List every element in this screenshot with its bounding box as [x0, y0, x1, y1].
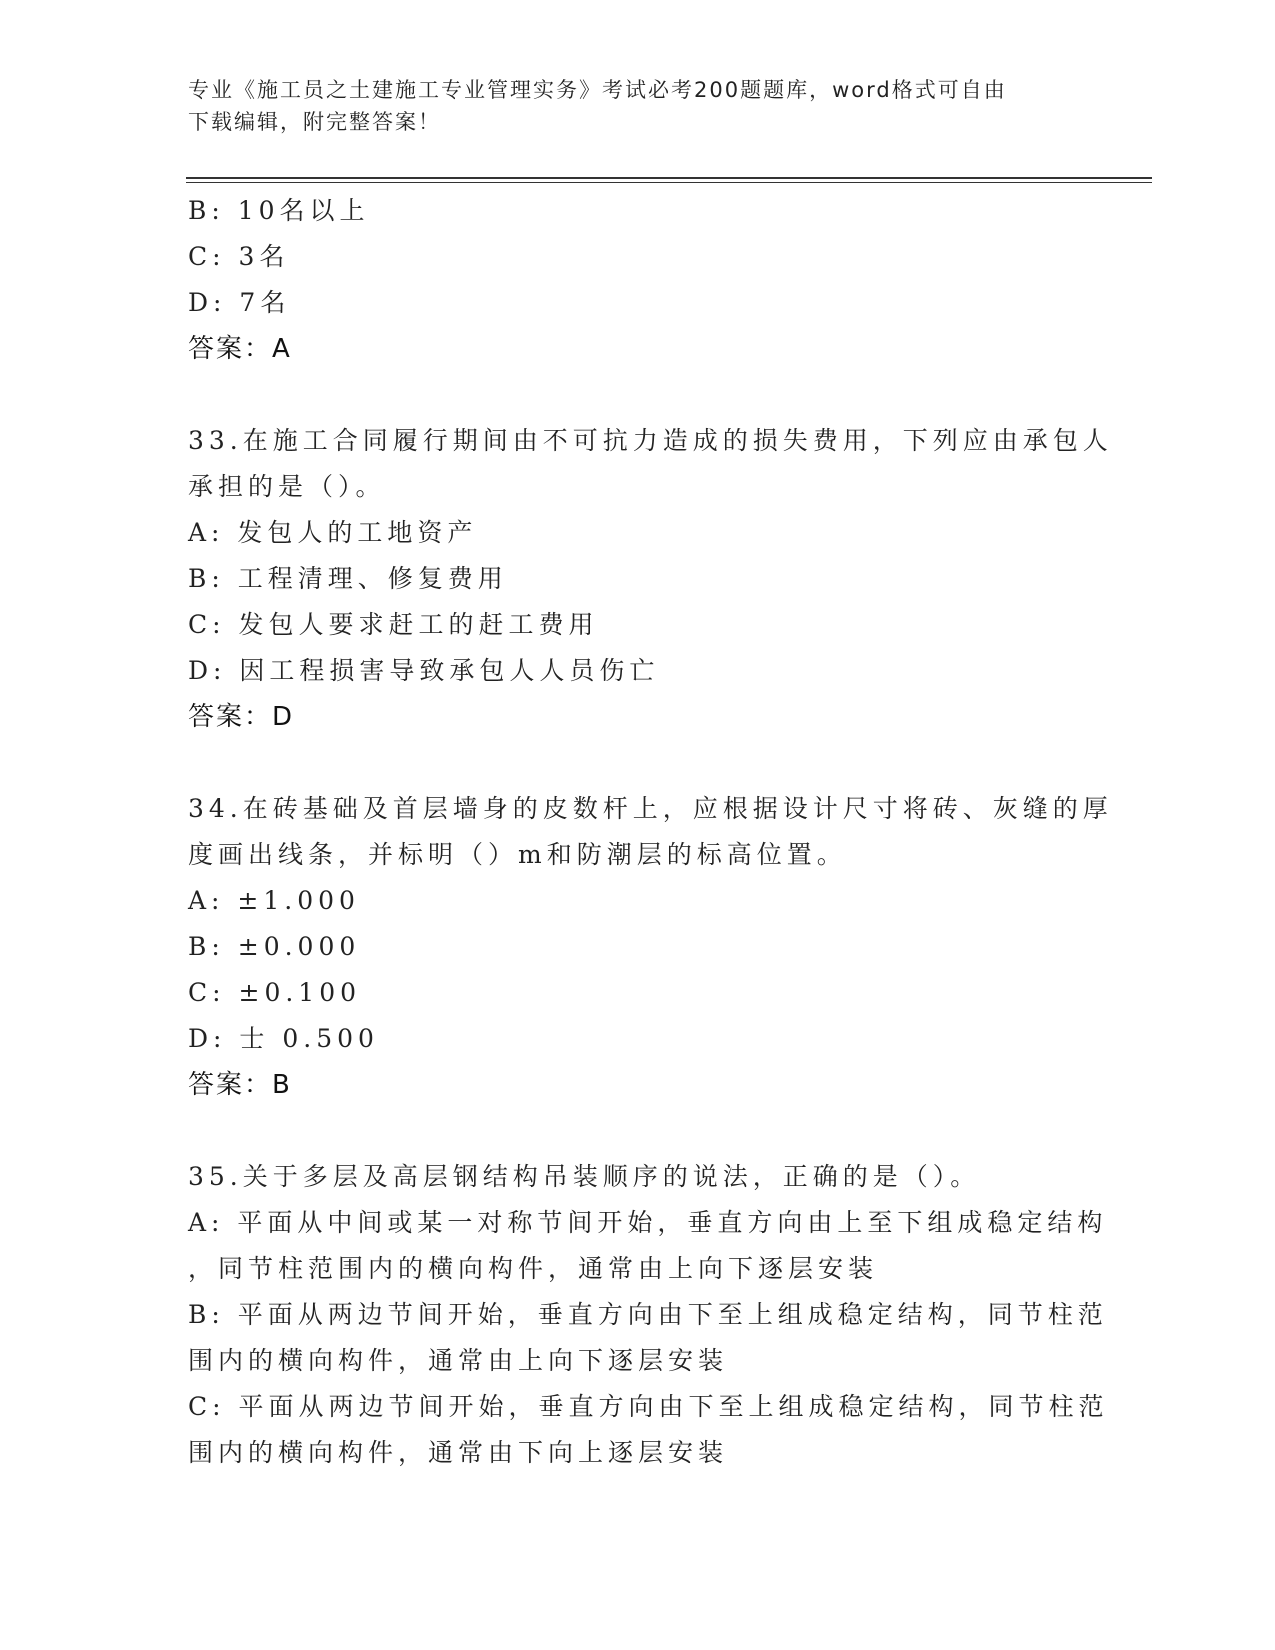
- option-line: D: 因工程损害导致承包人人员伤亡: [188, 656, 660, 685]
- answer-value: D: [272, 702, 294, 732]
- answer-value: A: [272, 334, 291, 364]
- question-35: [188, 1154, 1109, 1476]
- option-line: D: 士 0.500: [188, 1024, 379, 1053]
- option-line: C: 发包人要求赶工的赶工费用: [188, 610, 599, 639]
- prev-question-options: [188, 188, 1078, 326]
- question-content: [188, 188, 1113, 1476]
- answer-value: B: [272, 1070, 291, 1100]
- question-stem-line: 33.在施工合同履行期间由不可抗力造成的损失费用，下列应由承包人: [188, 426, 1113, 455]
- option-line: C: 3名: [188, 242, 290, 271]
- answer-line: [188, 1062, 1078, 1108]
- answer-line: [188, 694, 1078, 740]
- option-line: B: 工程清理、修复费用: [188, 564, 508, 593]
- option-line: C: ±0.100: [188, 978, 362, 1007]
- spacer: [188, 372, 1078, 418]
- header-line-2: 下载编辑，附完整答案！: [188, 110, 441, 134]
- spacer: [188, 740, 1078, 786]
- option-line: D: 7名: [188, 288, 291, 317]
- option-line: ，同节柱范围内的横向构件，通常由上向下逐层安装: [188, 1254, 879, 1283]
- header-line-1: 专业《施工员之土建施工专业管理实务》考试必考200题题库，word格式可自由: [188, 78, 1007, 102]
- question-stem-line: 承担的是（）。: [188, 472, 386, 501]
- question-33: [188, 418, 1113, 740]
- answer-line: [188, 326, 1078, 372]
- document-header: [188, 74, 1068, 138]
- option-line: 围内的横向构件，通常由上向下逐层安装: [188, 1346, 729, 1375]
- option-line: B: 10名以上: [188, 196, 370, 225]
- answer-label: 答案：: [188, 702, 273, 732]
- header-divider: [186, 177, 1152, 179]
- option-line: 围内的横向构件，通常由下向上逐层安装: [188, 1438, 729, 1467]
- spacer: [188, 1108, 1078, 1154]
- option-line: A: 平面从中间或某一对称节间开始，垂直方向由上至下组成稳定结构: [188, 1208, 1108, 1237]
- question-stem-line: 34.在砖基础及首层墙身的皮数杆上，应根据设计尺寸将砖、灰缝的厚: [188, 794, 1113, 823]
- question-stem-line: 度画出线条，并标明（）m和防潮层的标高位置。: [188, 840, 847, 869]
- answer-label: 答案：: [188, 1070, 273, 1100]
- option-line: A: 发包人的工地资产: [188, 518, 478, 547]
- question-34: [188, 786, 1113, 1108]
- header-divider-thin: [186, 182, 1152, 183]
- option-line: C: 平面从两边节间开始，垂直方向由下至上组成稳定结构，同节柱范: [188, 1392, 1109, 1421]
- option-line: B: 平面从两边节间开始，垂直方向由下至上组成稳定结构，同节柱范: [188, 1300, 1108, 1329]
- option-line: A: ±1.000: [188, 886, 360, 915]
- question-stem-line: 35.关于多层及高层钢结构吊装顺序的说法，正确的是（）。: [188, 1162, 981, 1191]
- option-line: B: ±0.000: [188, 932, 361, 961]
- answer-label: 答案：: [188, 334, 273, 364]
